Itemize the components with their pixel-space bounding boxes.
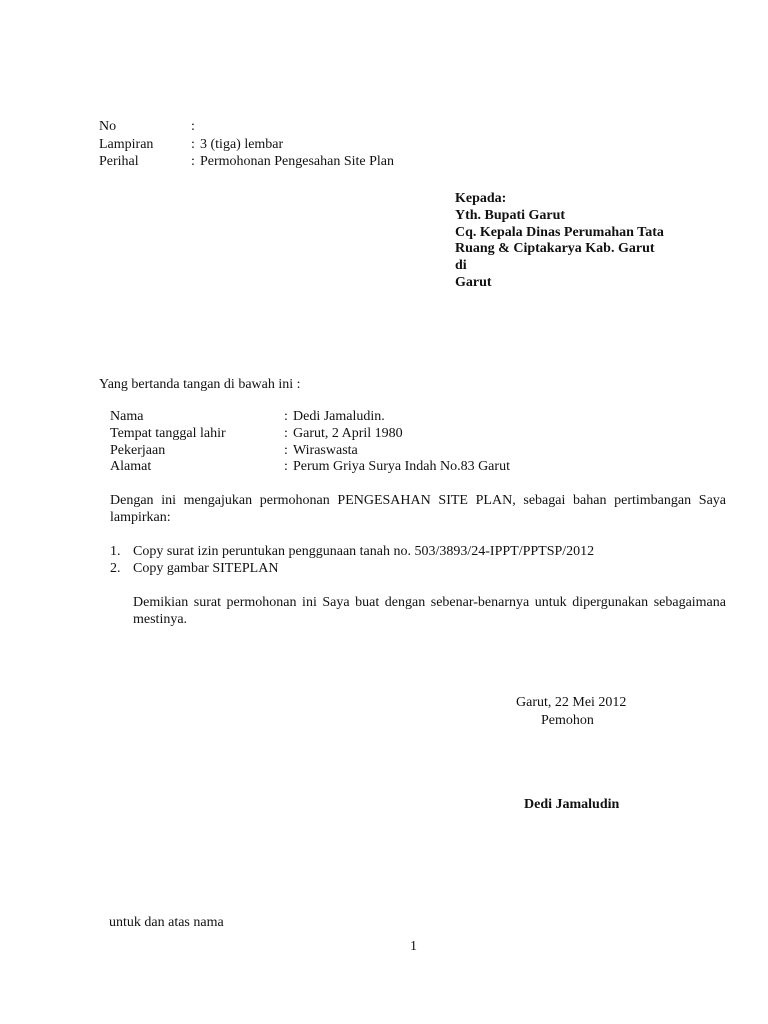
recipient-line: di xyxy=(455,258,467,273)
identity-label: Tempat tanggal lahir xyxy=(110,426,226,441)
list-item-text: Copy surat izin peruntukan penggunaan tanah no. 503/3893/24-IPPT/PPTSP/2012 xyxy=(133,544,595,559)
intro-text: Yang bertanda tangan di bawah ini : xyxy=(99,377,301,392)
list-item-number: 1. xyxy=(110,544,121,559)
recipient-line: Yth. Bupati Garut xyxy=(455,208,566,223)
identity-value: Wiraswasta xyxy=(293,443,358,458)
identity-colon: : xyxy=(284,443,288,458)
identity-value: Perum Griya Surya Indah No.83 Garut xyxy=(293,459,510,474)
header-row-lampiran xyxy=(0,136,768,153)
identity-label: Alamat xyxy=(110,459,152,474)
header-colon: : xyxy=(191,154,195,169)
recipient-line: Ruang & Ciptakarya Kab. Garut xyxy=(455,241,655,256)
signatory-role: Pemohon xyxy=(541,713,594,728)
header-label: Perihal xyxy=(99,154,139,169)
list-item-text: Copy gambar SITEPLAN xyxy=(133,561,279,576)
recipient-line: Cq. Kepala Dinas Perumahan Tata xyxy=(455,225,664,240)
identity-row-alamat xyxy=(0,458,768,475)
list-item-number: 2. xyxy=(110,561,121,576)
header-label: Lampiran xyxy=(99,137,154,152)
page-number: 1 xyxy=(410,939,417,954)
header-label: No xyxy=(99,119,117,134)
header-value: Permohonan Pengesahan Site Plan xyxy=(200,154,395,169)
header-colon: : xyxy=(191,137,195,152)
identity-row-ttl xyxy=(0,425,768,442)
signatory-name: Dedi Jamaludin xyxy=(524,797,620,812)
list-item xyxy=(0,560,768,577)
recipient-line: Kepada: xyxy=(455,191,507,206)
request-paragraph: Dengan ini mengajukan permohonan PENGESAHAN SITE PLAN, sebagai bahan pertimbangan Saya lampirkan: xyxy=(110,493,726,525)
identity-colon: : xyxy=(284,459,288,474)
recipient-line: Garut xyxy=(455,275,492,290)
header-row-no xyxy=(0,118,768,135)
on-behalf-text: untuk dan atas nama xyxy=(109,915,224,930)
header-value: 3 (tiga) lembar xyxy=(200,137,284,152)
closing-paragraph: Demikian surat permohonan ini Saya buat dengan sebenar-benarnya untuk dipergunakan sebagaimana mestinya. xyxy=(133,595,726,627)
header-colon: : xyxy=(191,119,195,134)
header-row-perihal xyxy=(0,153,768,170)
place-date: Garut, 22 Mei 2012 xyxy=(516,695,627,710)
identity-value: Dedi Jamaludin. xyxy=(293,409,385,424)
identity-colon: : xyxy=(284,426,288,441)
identity-value: Garut, 2 April 1980 xyxy=(293,426,403,441)
identity-row-nama xyxy=(0,408,768,425)
identity-label: Pekerjaan xyxy=(110,443,166,458)
identity-row-pekerjaan xyxy=(0,442,768,459)
list-item xyxy=(0,543,768,560)
identity-label: Nama xyxy=(110,409,144,424)
identity-colon: : xyxy=(284,409,288,424)
